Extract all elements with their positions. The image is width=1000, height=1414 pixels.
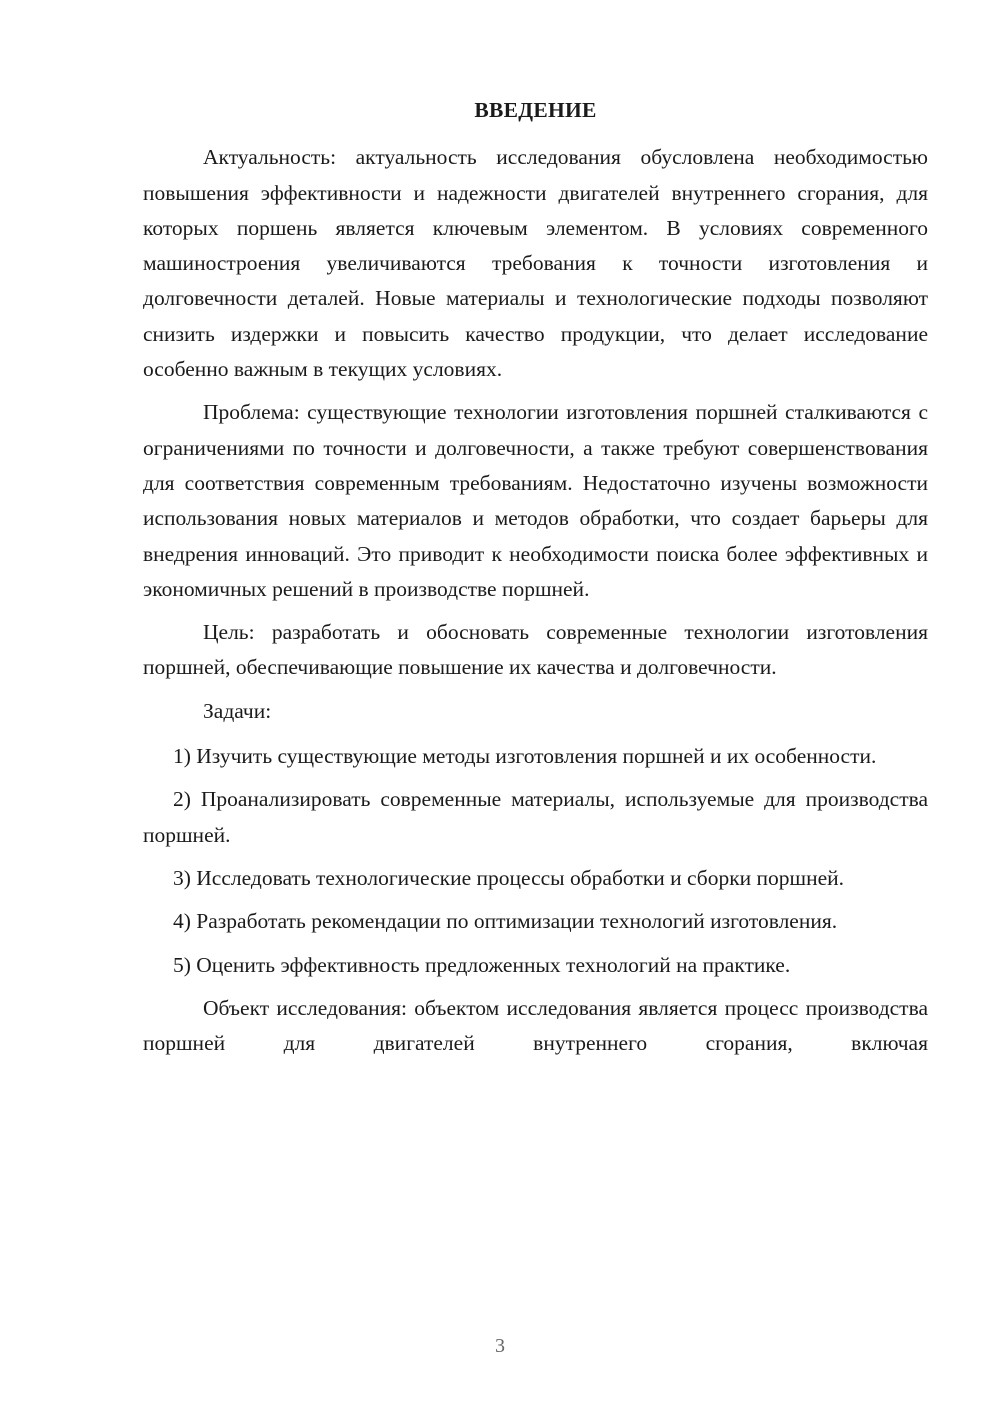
goal-paragraph: Цель: разработать и обосновать современные технологии изготовления поршней, обеспечивающие повышение их качества и долговечности. bbox=[143, 620, 928, 680]
task-item: 3) Исследовать технологические процессы обработки и сборки поршней. bbox=[173, 865, 845, 890]
task-item: 4) Разработать рекомендации по оптимизации технологий изготовления. bbox=[173, 909, 838, 934]
task-item: 1) Изучить существующие методы изготовления поршней и их особенности. bbox=[173, 744, 877, 769]
page-number: 3 bbox=[495, 1335, 505, 1357]
relevance-paragraph: Актуальность: актуальность исследования обусловлена необходимостью повышения эффективности и надежности двигателей внутреннего сгорания, для которых поршень является ключевым элементом. В условиях современного машиностроения увеличиваются требования к точности изготовления и долговечности деталей. Новые материалы и технологические подходы позволяют снизить издержки и повысить качество продукции, что делает исследование особенно важным в текущих условиях. bbox=[143, 145, 928, 382]
problem-paragraph: Проблема: существующие технологии изготовления поршней сталкиваются с ограничениями по точности и долговечности, а также требуют совершенствования для соответствия современным требованиям. Недостаточно изучены возможности использования новых материалов и методов обработки, что создает барьеры для внедрения инноваций. Это приводит к необходимости поиска более эффективных и экономичных решений в производстве поршней. bbox=[143, 400, 928, 601]
task-item: 5) Оценить эффективность предложенных технологий на практике. bbox=[173, 952, 791, 977]
object-paragraph: Объект исследования: объектом исследования является процесс производства поршней для двигателей внутреннего сгорания, включая bbox=[143, 995, 928, 1056]
section-title: ВВЕДЕНИЕ bbox=[474, 98, 597, 122]
tasks-label: Задачи: bbox=[203, 698, 272, 723]
document-body bbox=[143, 93, 928, 1069]
task-item: 2) Проанализировать современные материалы, используемые для производства поршней. bbox=[143, 787, 928, 847]
